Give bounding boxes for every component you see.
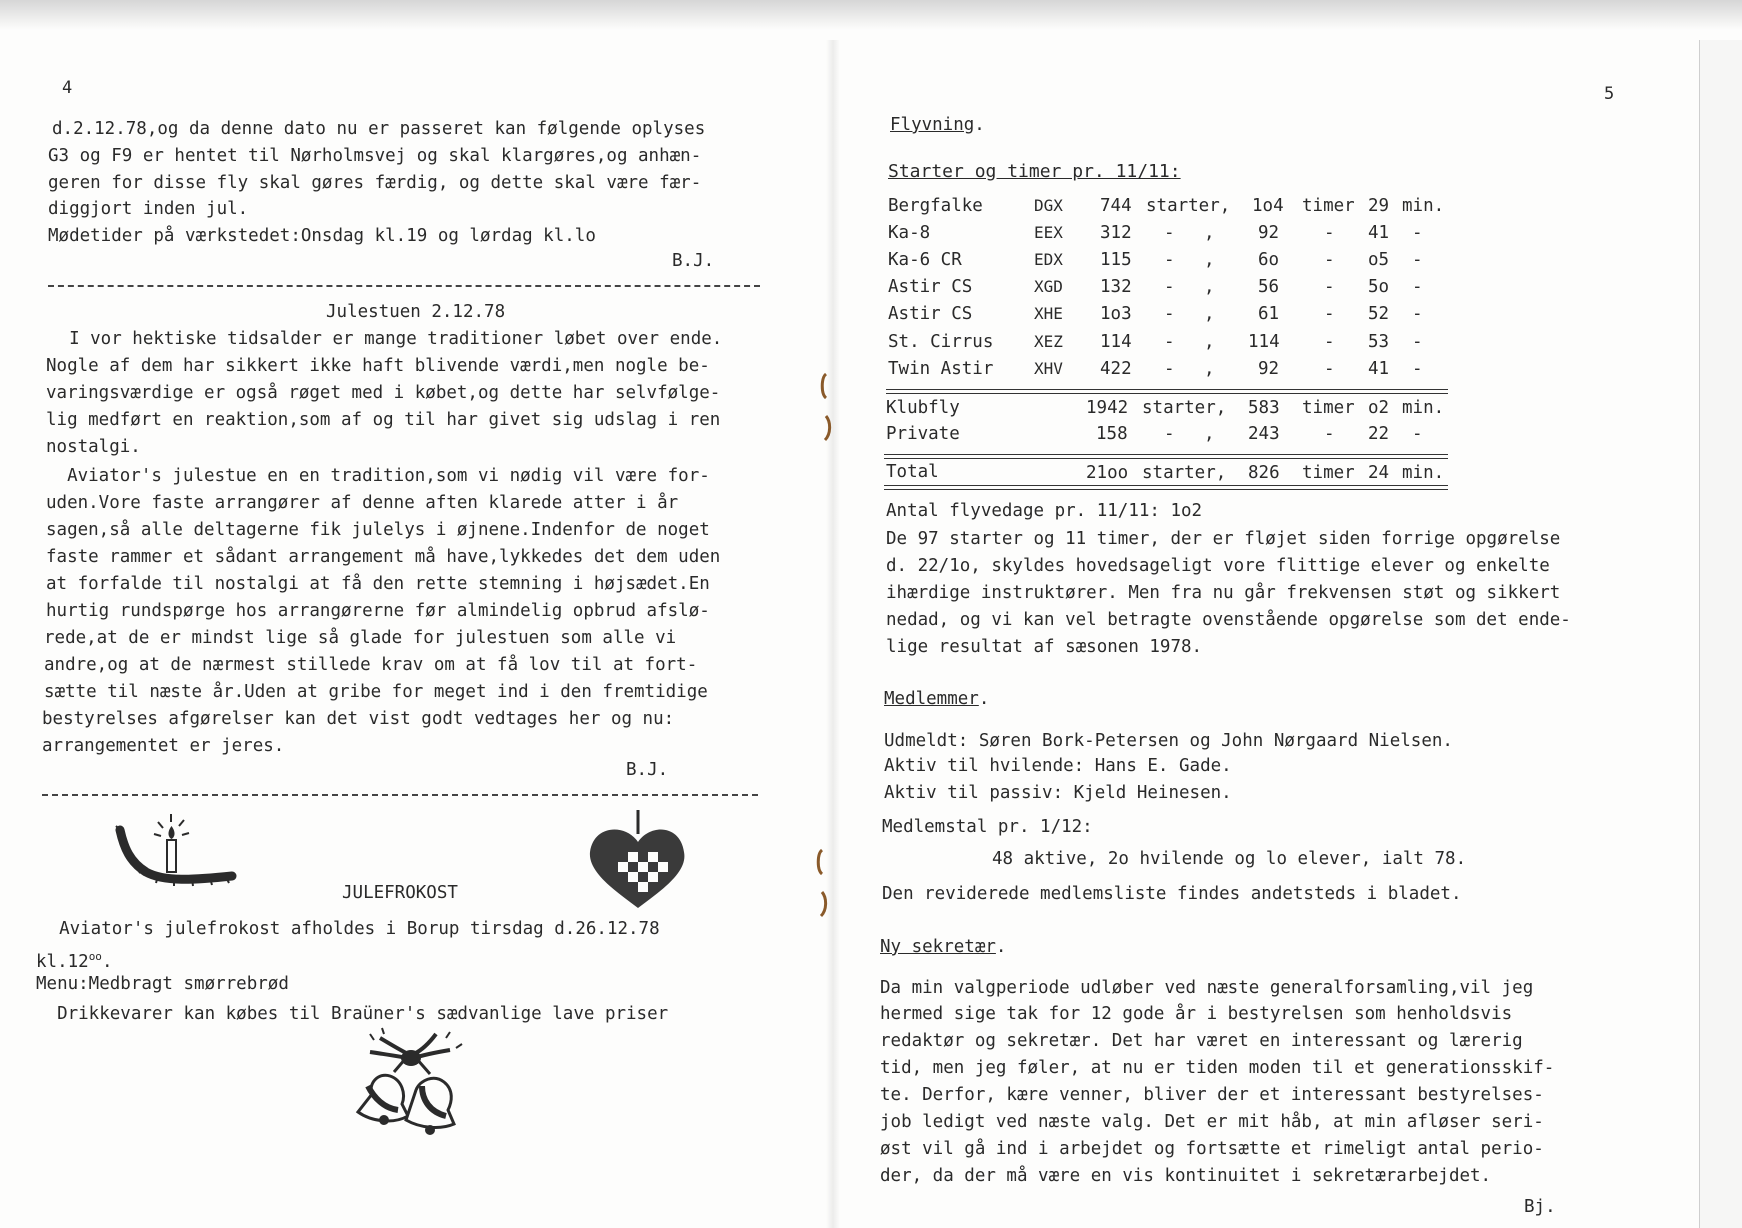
next-page-edge xyxy=(1699,40,1742,1228)
minutes-label: min. xyxy=(1402,398,1445,418)
minutes-label: - xyxy=(1412,277,1423,297)
sekretaer-line: Da min valgperiode udløber ved næste generalforsamling,vil jeg xyxy=(880,978,1534,998)
summary-name: Klubfly xyxy=(886,398,960,418)
glider-hours: 1o4 xyxy=(1252,196,1284,216)
julefrokost-line: Aviator's julefrokost afholdes i Borup tirsdag d.26.12.78 xyxy=(38,919,660,939)
julestuen-line: uden.Vore faste arrangører af denne aften klarede atter i år xyxy=(46,493,679,513)
medlemstal-label: Medlemstal pr. 1/12: xyxy=(882,817,1093,837)
glider-starts: 115 xyxy=(1100,250,1132,270)
glider-starts: 312 xyxy=(1100,223,1132,243)
comma: , xyxy=(1204,304,1215,324)
medlemmer-line: Udmeldt: Søren Bork-Petersen og John Nørgaard Nielsen. xyxy=(884,731,1453,751)
julefrokost-time: $kl.12^{oo}$. xyxy=(36,950,113,972)
summary-minutes: o2 xyxy=(1368,398,1390,418)
julestuen-line: sætte til næste år.Uden at gribe for meget ind i den fremtidige xyxy=(44,682,708,702)
intro-signature: B.J. xyxy=(672,251,715,271)
intro-line: d.2.12.78,og da denne dato nu er passeret kan følgende oplyses xyxy=(52,119,706,139)
medlemsliste-note: Den reviderede medlemsliste findes andetsteds i bladet. xyxy=(882,884,1462,904)
flyvedage-line: ihærdige instruktører. Men fra nu går frekvensen støt og sikkert xyxy=(886,583,1561,603)
glider-starts: 114 xyxy=(1100,332,1132,352)
hours-label: - xyxy=(1324,359,1335,379)
julestuen-signature: B.J. xyxy=(626,760,669,780)
minutes-label: - xyxy=(1412,223,1423,243)
glider-name: Astir CS xyxy=(888,277,973,297)
julefrokost-title: JULEFROKOST xyxy=(342,883,458,903)
glider-reg: XHV xyxy=(1034,359,1063,378)
intro-line: Mødetider på værkstedet:Onsdag kl.19 og lørdag kl.lo xyxy=(48,226,596,246)
candle-branch-illustration xyxy=(114,810,238,890)
hours-label: - xyxy=(1324,424,1335,444)
table-rule xyxy=(884,454,1448,459)
sekretaer-line: redaktør og sekretær. Det har været en interessant og lærerig xyxy=(880,1031,1523,1051)
time-text: kl.12 xyxy=(36,951,89,972)
sekretaer-signature: Bj. xyxy=(1524,1197,1556,1217)
julestuen-title: Julestuen 2.12.78 xyxy=(326,302,506,322)
table-rule xyxy=(884,485,1448,490)
starts-label: - xyxy=(1164,332,1175,352)
glider-hours: 6o xyxy=(1258,250,1280,270)
summary-hours: 583 xyxy=(1248,398,1280,418)
glider-reg: XGD xyxy=(1034,277,1063,296)
julestuen-line: at forfalde til nostalgi at få den rette stemning i højsædet.En xyxy=(46,574,710,594)
julestuen-line: Nogle af dem har sikkert ikke haft blivende værdi,men nogle be- xyxy=(46,356,710,376)
glider-hours: 56 xyxy=(1258,277,1280,297)
julestuen-line: varingsværdige er også røget med i købet,og dette har selvfølge- xyxy=(46,383,721,403)
flyvning-heading xyxy=(890,114,985,136)
flyvedage-line: Antal flyvedage pr. 11/11: 1o2 xyxy=(886,501,1203,521)
booklet-spine xyxy=(826,40,840,1228)
medlemmer-line: Aktiv til passiv: Kjeld Heinesen. xyxy=(884,783,1232,803)
intro-line: G3 og F9 er hentet til Nørholmsvej og skal klargøres,og anhæn- xyxy=(48,146,702,166)
glider-reg: XHE xyxy=(1034,304,1063,323)
medlemmer-heading-text: Medlemmer xyxy=(884,689,979,709)
hours-label: - xyxy=(1324,277,1335,297)
glider-reg: XEZ xyxy=(1034,332,1063,351)
julestuen-line: faste rammer et sådant arrangement må have,lykkedes det dem uden xyxy=(46,547,721,567)
sekretaer-line: øst vil gå ind i arbejdet og fortsætte et rimeligt antal perio- xyxy=(880,1139,1544,1159)
summary-hours: 243 xyxy=(1248,424,1280,444)
glider-starts: 1o3 xyxy=(1100,304,1132,324)
summary-starts: 1942 xyxy=(1086,398,1129,418)
hours-label: - xyxy=(1324,332,1335,352)
glider-minutes: 29 xyxy=(1368,196,1390,216)
glider-minutes: 5o xyxy=(1368,277,1390,297)
sekretaer-line: der, da der må være en vis kontinuitet i sekretærarbejdet. xyxy=(880,1166,1492,1186)
woven-heart-illustration xyxy=(580,806,692,912)
total-starts: 21oo xyxy=(1086,463,1129,483)
glider-name: Twin Astir xyxy=(888,359,994,379)
heading-period: . xyxy=(974,115,985,135)
page-5 xyxy=(840,0,1700,1228)
glider-hours: 92 xyxy=(1258,359,1280,379)
glider-minutes: 52 xyxy=(1368,304,1390,324)
total-hours: 826 xyxy=(1248,463,1280,483)
flyvedage-line: De 97 starter og 11 timer, der er fløjet siden forrige opgørelse xyxy=(886,529,1561,549)
hours-label: timer xyxy=(1302,196,1355,216)
table-rule xyxy=(886,389,1448,394)
sekretaer-line: tid, men jeg føler, at nu er tiden moden til et generationsskif- xyxy=(880,1058,1555,1078)
total-minutes: 24 xyxy=(1368,463,1390,483)
starts-label: starter, xyxy=(1142,398,1227,418)
comma: , xyxy=(1204,223,1215,243)
glider-name: Bergfalke xyxy=(888,196,983,216)
julestuen-line: Aviator's julestue en en tradition,som vi nødig vil være for- xyxy=(46,466,710,486)
medlemstal-value: 48 aktive, 2o hvilende og lo elever, ialt 78. xyxy=(992,849,1467,869)
summary-name: Private xyxy=(886,424,960,444)
hours-label: - xyxy=(1324,223,1335,243)
glider-starts: 744 xyxy=(1100,196,1132,216)
total-name: Total xyxy=(886,462,939,482)
starts-label: starter, xyxy=(1146,196,1231,216)
page-4 xyxy=(0,0,826,1228)
hours-label: - xyxy=(1324,304,1335,324)
glider-reg: DGX xyxy=(1034,196,1063,215)
time-superscript: oo xyxy=(88,950,102,963)
glider-minutes: 41 xyxy=(1368,359,1390,379)
julestuen-line: bestyrelses afgørelser kan det vist godt vedtages her og nu: xyxy=(42,709,675,729)
starts-label: - xyxy=(1164,250,1175,270)
glider-hours: 92 xyxy=(1258,223,1280,243)
starts-label: - xyxy=(1164,277,1175,297)
glider-name: Ka-6 CR xyxy=(888,250,962,270)
section-divider xyxy=(48,285,760,287)
sekretaer-heading xyxy=(880,936,1006,958)
minutes-label: min. xyxy=(1402,196,1445,216)
minutes-label: - xyxy=(1412,250,1423,270)
flyvedage-line: nedad, og vi kan vel betragte ovenstående opgørelse som det ende- xyxy=(886,610,1571,630)
julestuen-line: arrangementet er jeres. xyxy=(42,736,285,756)
intro-line: diggjort inden jul. xyxy=(48,199,249,219)
glider-starts: 422 xyxy=(1100,359,1132,379)
glider-minutes: 41 xyxy=(1368,223,1390,243)
glider-reg: EEX xyxy=(1034,223,1063,242)
julestuen-line: nostalgi. xyxy=(46,437,141,457)
julestuen-line: rede,at de er mindst lige så glade for julestuen som alle vi xyxy=(44,628,677,648)
comma: , xyxy=(1204,332,1215,352)
hours-label: timer xyxy=(1302,463,1355,483)
glider-reg: EDX xyxy=(1034,250,1063,269)
glider-hours: 114 xyxy=(1248,332,1280,352)
julestuen-line: sagen,så alle deltagerne fik julelys i øjnene.Indenfor de noget xyxy=(46,520,710,540)
glider-minutes: o5 xyxy=(1368,250,1390,270)
sekretaer-line: te. Derfor, kære venner, bliver der et interessant bestyrelses- xyxy=(880,1085,1544,1105)
julefrokost-drinks: Drikkevarer kan købes til Braüner's sædvanlige lave priser xyxy=(36,1004,669,1024)
minutes-label: - xyxy=(1412,332,1423,352)
starts-label: - xyxy=(1164,424,1175,444)
glider-minutes: 53 xyxy=(1368,332,1390,352)
stats-heading: Starter og timer pr. 11/11: xyxy=(888,161,1181,182)
comma: , xyxy=(1204,277,1215,297)
flyvning-heading-text: Flyvning xyxy=(890,115,975,135)
glider-name: Ka-8 xyxy=(888,223,931,243)
section-divider xyxy=(42,794,758,796)
starts-label: - xyxy=(1164,304,1175,324)
medlemmer-heading xyxy=(884,688,989,710)
intro-line: geren for disse fly skal gøres færdig, og dette skal være fær- xyxy=(48,173,702,193)
page-number: 5 xyxy=(1604,84,1615,104)
summary-minutes: 22 xyxy=(1368,424,1390,444)
comma: , xyxy=(1204,250,1215,270)
starts-label: starter, xyxy=(1142,463,1227,483)
glider-name: Astir CS xyxy=(888,304,973,324)
minutes-label: - xyxy=(1412,359,1423,379)
medlemmer-line: Aktiv til hvilende: Hans E. Gade. xyxy=(884,756,1232,776)
glider-starts: 132 xyxy=(1100,277,1132,297)
hours-label: - xyxy=(1324,250,1335,270)
sekretaer-line: hermed sige tak for 12 gode år i bestyrelsen som henholdsvis xyxy=(880,1004,1513,1024)
starts-label: - xyxy=(1164,223,1175,243)
minutes-label: - xyxy=(1412,304,1423,324)
sekretaer-line: job ledigt ved næste valg. Det er mit håb, at min afløser seri- xyxy=(880,1112,1544,1132)
minutes-label: min. xyxy=(1402,463,1445,483)
heading-period: . xyxy=(978,689,990,709)
julestuen-line: hurtig rundspørge hos arrangørerne før almindelig opbrud afslø- xyxy=(46,601,710,621)
julestuen-line: I vor hektiske tidsalder er mange traditioner løbet over ende. xyxy=(48,329,723,349)
minutes-label: - xyxy=(1412,424,1423,444)
heading-period: . xyxy=(995,937,1007,957)
starts-label: - xyxy=(1164,359,1175,379)
hours-label: timer xyxy=(1302,398,1355,418)
sekretaer-heading-text: Ny sekretær xyxy=(880,937,996,957)
julestuen-line: lig medført en reaktion,som af og til har givet sig udslag i ren xyxy=(46,410,721,430)
flyvedage-line: d. 22/1o, skyldes hovedsageligt vore flittige elever og enkelte xyxy=(886,556,1550,576)
comma: , xyxy=(1204,424,1215,444)
flyvedage-line: lige resultat af sæsonen 1978. xyxy=(886,637,1203,657)
christmas-bells-illustration xyxy=(350,1024,474,1148)
glider-name: St. Cirrus xyxy=(888,332,994,352)
page-number: 4 xyxy=(62,78,73,98)
julefrokost-menu: Menu:Medbragt smørrebrød xyxy=(36,974,289,994)
comma: , xyxy=(1204,359,1215,379)
glider-hours: 61 xyxy=(1258,304,1280,324)
summary-starts: 158 xyxy=(1096,424,1128,444)
julestuen-line: andre,og at de nærmest stillede krav om at få lov til at fort- xyxy=(44,655,698,675)
